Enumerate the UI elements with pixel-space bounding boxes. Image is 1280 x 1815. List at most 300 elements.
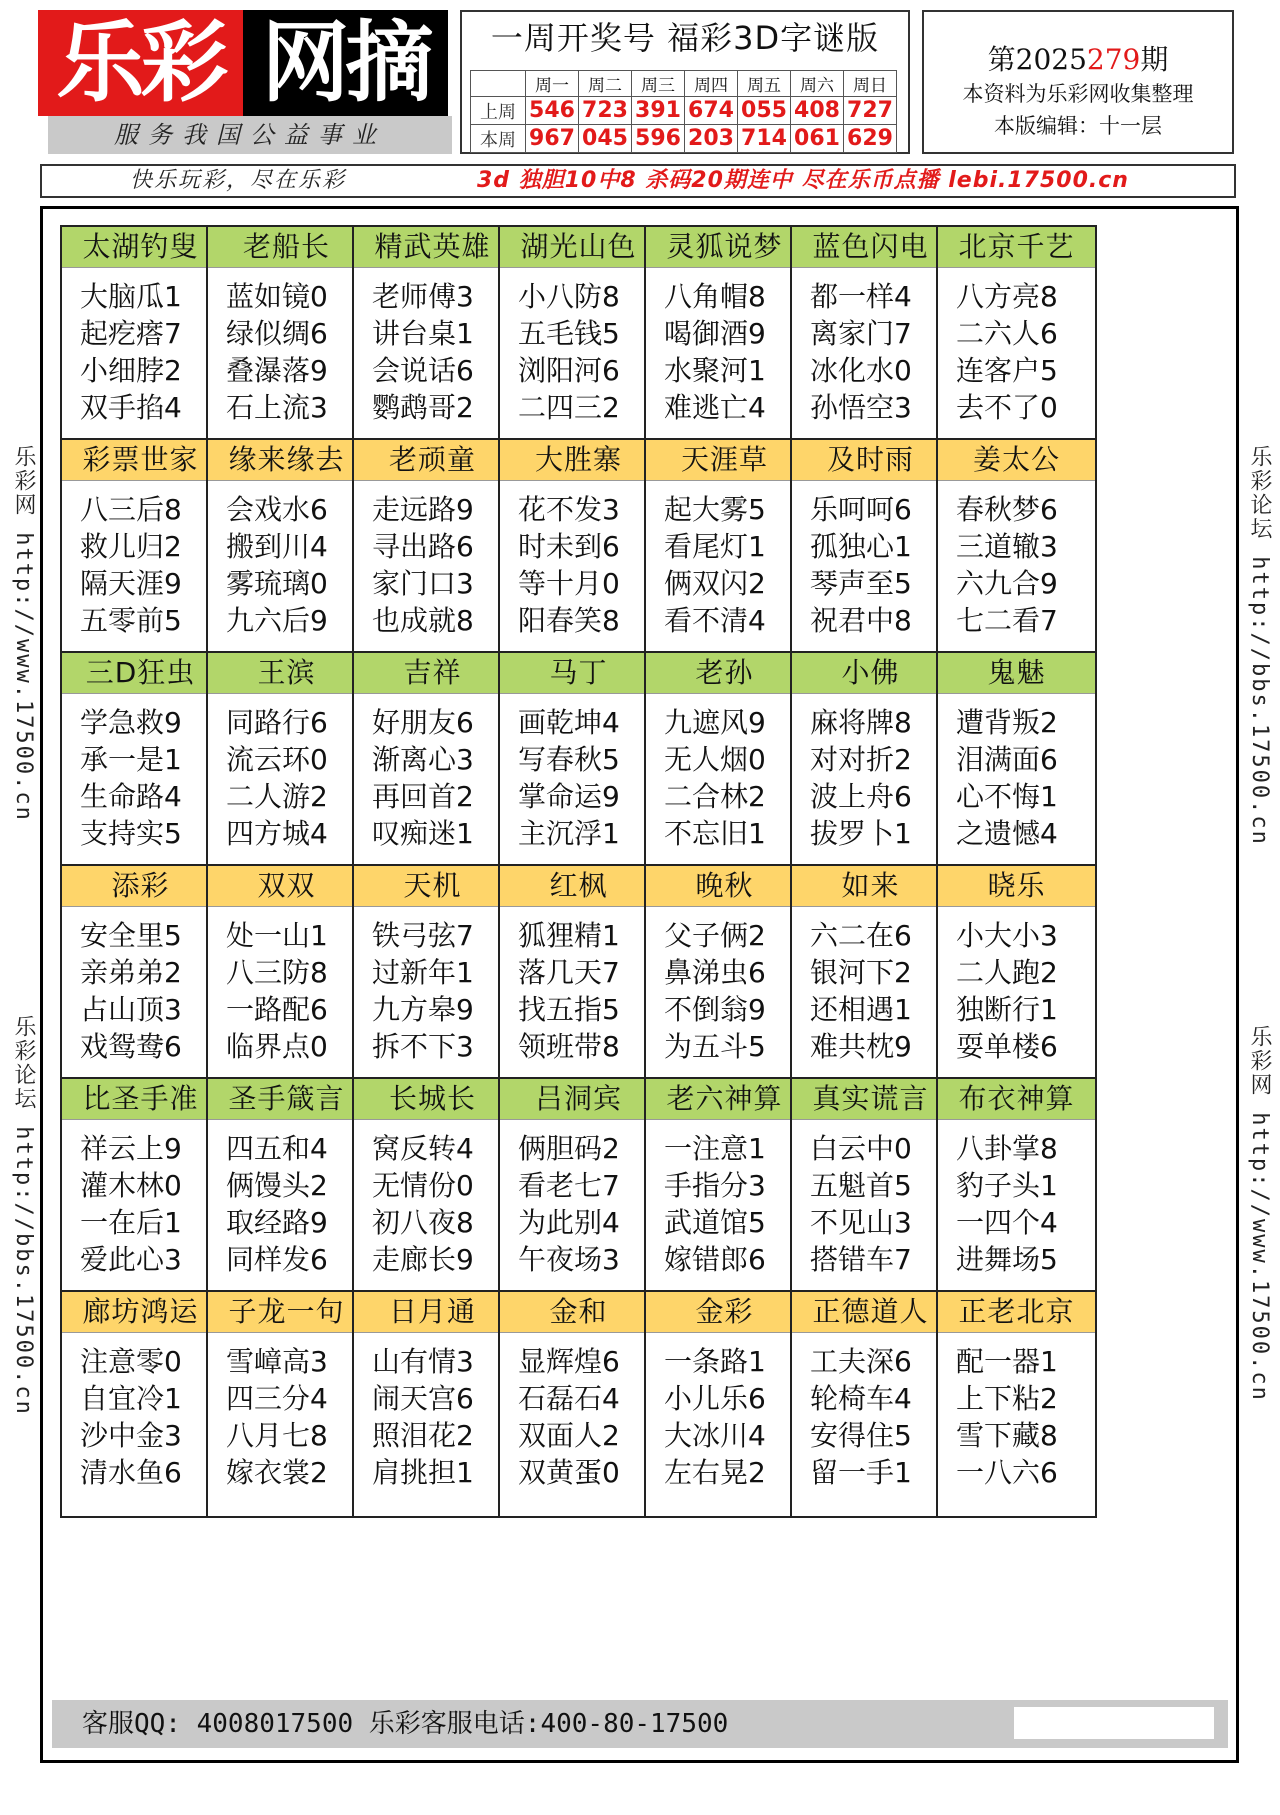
riddle-line: 等十月0 bbox=[518, 567, 620, 600]
riddle-line: 留一手1 bbox=[810, 1456, 912, 1489]
banner bbox=[40, 164, 1236, 198]
riddle-line: 二六人6 bbox=[956, 317, 1058, 350]
riddle-line: 俩馒头2 bbox=[226, 1169, 328, 1202]
riddle-lines bbox=[208, 1333, 365, 1491]
riddle-line: 搬到川4 bbox=[226, 530, 328, 563]
day-header: 周四 bbox=[685, 71, 738, 97]
riddle-line: 春秋梦6 bbox=[956, 493, 1058, 526]
riddle-card-title: 廊坊鸿运 bbox=[62, 1292, 219, 1333]
riddle-line: 领班带8 bbox=[518, 1030, 620, 1063]
riddle-line: 无情份0 bbox=[372, 1169, 474, 1202]
riddle-card bbox=[206, 438, 367, 666]
riddle-card-title: 老顽童 bbox=[354, 440, 511, 481]
riddle-card bbox=[206, 1290, 367, 1518]
riddle-line: 家门口3 bbox=[372, 567, 474, 600]
riddle-lines bbox=[354, 481, 511, 639]
riddle-card-title: 红枫 bbox=[500, 866, 657, 907]
riddle-line: 取经路9 bbox=[226, 1206, 328, 1239]
issue-editor: 本版编辑：十一层 bbox=[994, 114, 1162, 138]
riddle-card bbox=[206, 651, 367, 879]
riddle-line: 四五和4 bbox=[226, 1132, 328, 1165]
riddle-line: 生命路4 bbox=[80, 780, 182, 813]
riddle-line: 窝反转4 bbox=[372, 1132, 474, 1165]
riddle-line: 大脑瓜1 bbox=[80, 280, 182, 313]
riddle-card-title: 姜太公 bbox=[938, 440, 1095, 481]
riddle-line: 三道辙3 bbox=[956, 530, 1058, 563]
riddle-line: 八卦掌8 bbox=[956, 1132, 1058, 1165]
riddle-line: 鼻涕虫6 bbox=[664, 956, 766, 989]
riddle-line: 一条路1 bbox=[664, 1345, 766, 1378]
riddle-line: 孤独心1 bbox=[810, 530, 912, 563]
riddle-line: 俩双闪2 bbox=[664, 567, 766, 600]
riddle-line: 二合林2 bbox=[664, 780, 766, 813]
riddle-line: 拆不下3 bbox=[372, 1030, 474, 1063]
riddle-line: 耍单楼6 bbox=[956, 1030, 1058, 1063]
riddle-lines bbox=[500, 1120, 657, 1278]
riddle-line: 肩挑担1 bbox=[372, 1456, 474, 1489]
riddle-line: 工夫深6 bbox=[810, 1345, 912, 1378]
last-week-number: 391 bbox=[632, 97, 685, 125]
riddle-line: 落几天7 bbox=[518, 956, 620, 989]
riddle-card-title: 金和 bbox=[500, 1292, 657, 1333]
riddle-card bbox=[352, 1077, 513, 1305]
riddle-line: 二人跑2 bbox=[956, 956, 1058, 989]
riddle-card-title: 北京千艺 bbox=[938, 227, 1095, 268]
issue-note: 本资料为乐彩网收集整理 bbox=[962, 82, 1194, 106]
riddle-line: 看老七7 bbox=[518, 1169, 620, 1202]
weekly-draw-box bbox=[460, 10, 910, 154]
riddle-line: 父子俩2 bbox=[664, 919, 766, 952]
riddle-lines bbox=[62, 1333, 219, 1491]
riddle-line: 喝御酒9 bbox=[664, 317, 766, 350]
riddle-line: 初八夜8 bbox=[372, 1206, 474, 1239]
last-week-number: 055 bbox=[738, 97, 791, 125]
riddle-lines bbox=[646, 481, 803, 639]
riddle-card-title: 吉祥 bbox=[354, 653, 511, 694]
riddle-card-title: 正老北京 bbox=[938, 1292, 1095, 1333]
riddle-line: 去不了0 bbox=[956, 391, 1058, 424]
riddle-line: 乐呵呵6 bbox=[810, 493, 912, 526]
riddle-lines bbox=[354, 268, 511, 426]
riddle-card bbox=[60, 438, 221, 666]
riddle-line: 救儿归2 bbox=[80, 530, 182, 563]
day-header: 周六 bbox=[791, 71, 844, 97]
riddle-line: 画乾坤4 bbox=[518, 706, 620, 739]
riddle-lines bbox=[62, 268, 219, 426]
riddle-card-title: 精武英雄 bbox=[354, 227, 511, 268]
riddle-line: 鹦鹉哥2 bbox=[372, 391, 474, 424]
last-week-number: 674 bbox=[685, 97, 738, 125]
riddle-card bbox=[644, 651, 805, 879]
riddle-line: 八三防8 bbox=[226, 956, 328, 989]
riddle-line: 琴声至5 bbox=[810, 567, 912, 600]
riddle-card-title: 晓乐 bbox=[938, 866, 1095, 907]
riddle-line: 五毛钱5 bbox=[518, 317, 620, 350]
riddle-line: 为五斗5 bbox=[664, 1030, 766, 1063]
riddle-line: 五零前5 bbox=[80, 604, 182, 637]
riddle-line: 显辉煌6 bbox=[518, 1345, 620, 1378]
riddle-lines bbox=[62, 1120, 219, 1278]
riddle-lines bbox=[792, 907, 949, 1065]
riddle-line: 难共枕9 bbox=[810, 1030, 912, 1063]
riddle-card-title: 鬼魅 bbox=[938, 653, 1095, 694]
riddle-card bbox=[206, 225, 367, 453]
riddle-card bbox=[644, 438, 805, 666]
riddle-card-title: 金彩 bbox=[646, 1292, 803, 1333]
riddle-card bbox=[498, 1077, 659, 1305]
riddle-line: 沙中金3 bbox=[80, 1419, 182, 1452]
riddle-card-title: 王滨 bbox=[208, 653, 365, 694]
riddle-lines bbox=[354, 1120, 511, 1278]
riddle-line: 还相遇1 bbox=[810, 993, 912, 1026]
riddle-card bbox=[790, 651, 951, 879]
riddle-line: 也成就8 bbox=[372, 604, 474, 637]
riddle-line: 俩胆码2 bbox=[518, 1132, 620, 1165]
riddle-line: 主沉浮1 bbox=[518, 817, 620, 850]
riddle-line: 铁弓弦7 bbox=[372, 919, 474, 952]
riddle-lines bbox=[62, 481, 219, 639]
riddle-line: 银河下2 bbox=[810, 956, 912, 989]
riddle-line: 不忘旧1 bbox=[664, 817, 766, 850]
riddle-line: 手指分3 bbox=[664, 1169, 766, 1202]
side-text-left-top: 乐彩网 http://www.17500.cn bbox=[11, 445, 36, 822]
riddle-lines bbox=[646, 694, 803, 852]
banner-promo[interactable]: 3d 独胆10中8 杀码20期连中 尽在乐币点播 lebi.17500.cn bbox=[477, 168, 1129, 193]
riddle-line: 处一山1 bbox=[226, 919, 328, 952]
riddle-line: 讲台桌1 bbox=[372, 317, 474, 350]
riddle-card-title: 长城长 bbox=[354, 1079, 511, 1120]
riddle-lines bbox=[500, 694, 657, 852]
riddle-line: 安全里5 bbox=[80, 919, 182, 952]
riddle-line: 石磊石4 bbox=[518, 1382, 620, 1415]
riddle-line: 过新年1 bbox=[372, 956, 474, 989]
riddle-lines bbox=[646, 1120, 803, 1278]
riddle-lines bbox=[354, 1333, 511, 1491]
riddle-line: 看尾灯1 bbox=[664, 530, 766, 563]
riddle-line: 九方皋9 bbox=[372, 993, 474, 1026]
riddle-card-title: 比圣手准 bbox=[62, 1079, 219, 1120]
footer bbox=[52, 1700, 1228, 1748]
riddle-card-title: 天机 bbox=[354, 866, 511, 907]
riddle-line: 雪下藏8 bbox=[956, 1419, 1058, 1452]
riddle-card-title: 如来 bbox=[792, 866, 949, 907]
riddle-line: 闹天宫6 bbox=[372, 1382, 474, 1415]
riddle-card bbox=[60, 1290, 221, 1518]
riddle-line: 双面人2 bbox=[518, 1419, 620, 1452]
riddle-lines bbox=[500, 1333, 657, 1491]
riddle-card bbox=[644, 225, 805, 453]
riddle-card bbox=[60, 864, 221, 1092]
riddle-lines bbox=[792, 1120, 949, 1278]
riddle-line: 同路行6 bbox=[226, 706, 328, 739]
riddle-card bbox=[790, 864, 951, 1092]
riddle-card bbox=[790, 225, 951, 453]
riddle-line: 临界点0 bbox=[226, 1030, 328, 1063]
riddle-lines bbox=[208, 268, 365, 426]
riddle-lines bbox=[792, 481, 949, 639]
riddle-card bbox=[352, 225, 513, 453]
riddle-card-title: 湖光山色 bbox=[500, 227, 657, 268]
riddle-line: 泪满面6 bbox=[956, 743, 1058, 776]
slogan: 服务我国公益事业 bbox=[48, 116, 452, 154]
side-text-right-top: 乐彩论坛 http://bbs.17500.cn bbox=[1247, 445, 1272, 846]
this-week-number: 967 bbox=[526, 125, 579, 153]
riddle-line: 自宜冷1 bbox=[80, 1382, 182, 1415]
riddle-lines bbox=[938, 1120, 1095, 1278]
riddle-line: 轮椅车4 bbox=[810, 1382, 912, 1415]
riddle-lines bbox=[792, 268, 949, 426]
riddle-line: 无人烟0 bbox=[664, 743, 766, 776]
riddle-lines bbox=[354, 907, 511, 1065]
weekly-draw-title: 一周开奖号 福彩3D字谜版 bbox=[490, 19, 880, 57]
riddle-line: 爱此心3 bbox=[80, 1243, 182, 1276]
riddle-line: 照泪花2 bbox=[372, 1419, 474, 1452]
this-week-number: 061 bbox=[791, 125, 844, 153]
this-week-number: 596 bbox=[632, 125, 685, 153]
riddle-line: 水聚河1 bbox=[664, 354, 766, 387]
day-header: 周五 bbox=[738, 71, 791, 97]
riddle-line: 小细脖2 bbox=[80, 354, 182, 387]
riddle-card-title: 缘来缘去 bbox=[208, 440, 365, 481]
riddle-card bbox=[790, 1290, 951, 1518]
riddle-line: 亲弟弟2 bbox=[80, 956, 182, 989]
this-week-label: 本周 bbox=[471, 125, 526, 153]
riddle-line: 八角帽8 bbox=[664, 280, 766, 313]
riddle-line: 配一器1 bbox=[956, 1345, 1058, 1378]
riddle-line: 一注意1 bbox=[664, 1132, 766, 1165]
riddle-line: 支持实5 bbox=[80, 817, 182, 850]
riddle-line: 阳春笑8 bbox=[518, 604, 620, 637]
riddle-line: 寻出路6 bbox=[372, 530, 474, 563]
riddle-line: 渐离心3 bbox=[372, 743, 474, 776]
riddle-line: 掌命运9 bbox=[518, 780, 620, 813]
riddle-card bbox=[644, 1077, 805, 1305]
riddle-lines bbox=[938, 694, 1095, 852]
riddle-card bbox=[936, 438, 1097, 666]
riddle-line: 浏阳河6 bbox=[518, 354, 620, 387]
riddle-lines bbox=[646, 907, 803, 1065]
riddle-line: 清水鱼6 bbox=[80, 1456, 182, 1489]
logo bbox=[38, 10, 452, 116]
riddle-lines bbox=[938, 907, 1095, 1065]
riddle-card-title: 蓝色闪电 bbox=[792, 227, 949, 268]
riddle-line: 写春秋5 bbox=[518, 743, 620, 776]
riddle-line: 冰化水0 bbox=[810, 354, 912, 387]
riddle-card bbox=[498, 1290, 659, 1518]
riddle-line: 隔天涯9 bbox=[80, 567, 182, 600]
side-text-left-bottom: 乐彩论坛 http://bbs.17500.cn bbox=[11, 1015, 36, 1416]
riddle-line: 会说话6 bbox=[372, 354, 474, 387]
riddle-line: 绿似绸6 bbox=[226, 317, 328, 350]
riddle-lines bbox=[646, 1333, 803, 1491]
riddle-card-title: 太湖钓叟 bbox=[62, 227, 219, 268]
riddle-line: 为此别4 bbox=[518, 1206, 620, 1239]
riddle-card bbox=[936, 1077, 1097, 1305]
riddle-line: 雪嶂高3 bbox=[226, 1345, 328, 1378]
riddle-line: 老师傅3 bbox=[372, 280, 474, 313]
riddle-card bbox=[60, 651, 221, 879]
riddle-line: 遭背叛2 bbox=[956, 706, 1058, 739]
riddle-line: 蓝如镜0 bbox=[226, 280, 328, 313]
riddle-card-title: 添彩 bbox=[62, 866, 219, 907]
riddle-line: 不倒翁9 bbox=[664, 993, 766, 1026]
riddle-card-title: 老船长 bbox=[208, 227, 365, 268]
riddle-card-title: 子龙一句 bbox=[208, 1292, 365, 1333]
issue-box bbox=[922, 10, 1234, 154]
riddle-line: 对对折2 bbox=[810, 743, 912, 776]
riddle-line: 承一是1 bbox=[80, 743, 182, 776]
riddle-card-title: 真实谎言 bbox=[792, 1079, 949, 1120]
riddle-line: 离家门7 bbox=[810, 317, 912, 350]
riddle-card-title: 小佛 bbox=[792, 653, 949, 694]
riddle-card-title: 正德道人 bbox=[792, 1292, 949, 1333]
last-week-number: 727 bbox=[844, 97, 897, 125]
riddle-line: 武道馆5 bbox=[664, 1206, 766, 1239]
riddle-line: 花不发3 bbox=[518, 493, 620, 526]
riddle-line: 拔罗卜1 bbox=[810, 817, 912, 850]
riddle-line: 看不清4 bbox=[664, 604, 766, 637]
riddle-card-title: 及时雨 bbox=[792, 440, 949, 481]
riddle-line: 山有情3 bbox=[372, 1345, 474, 1378]
riddle-card-title: 天涯草 bbox=[646, 440, 803, 481]
riddle-line: 流云环0 bbox=[226, 743, 328, 776]
riddle-line: 八月七8 bbox=[226, 1419, 328, 1452]
riddle-line: 上下粘2 bbox=[956, 1382, 1058, 1415]
riddle-line: 走廊长9 bbox=[372, 1243, 474, 1276]
footer-contact: 客服QQ: 4008017500 乐彩客服电话:400-80-17500 bbox=[82, 1709, 729, 1739]
riddle-card bbox=[352, 438, 513, 666]
riddle-card bbox=[498, 438, 659, 666]
riddle-lines bbox=[208, 1120, 365, 1278]
last-week-number: 723 bbox=[579, 97, 632, 125]
riddle-card bbox=[498, 225, 659, 453]
riddle-line: 起大雾5 bbox=[664, 493, 766, 526]
day-header: 周三 bbox=[632, 71, 685, 97]
riddle-line: 雾琉璃0 bbox=[226, 567, 328, 600]
riddle-lines bbox=[62, 907, 219, 1065]
riddle-line: 走远路9 bbox=[372, 493, 474, 526]
riddle-line: 找五指5 bbox=[518, 993, 620, 1026]
riddle-card-title: 晚秋 bbox=[646, 866, 803, 907]
riddle-card bbox=[936, 864, 1097, 1092]
day-header: 周日 bbox=[844, 71, 897, 97]
riddle-line: 大冰川4 bbox=[664, 1419, 766, 1452]
riddle-lines bbox=[646, 268, 803, 426]
riddle-line: 会戏水6 bbox=[226, 493, 328, 526]
riddle-line: 九六后9 bbox=[226, 604, 328, 637]
last-week-label: 上周 bbox=[471, 97, 526, 125]
riddle-lines bbox=[208, 694, 365, 852]
this-week-number: 203 bbox=[685, 125, 738, 153]
riddle-line: 双黄蛋0 bbox=[518, 1456, 620, 1489]
riddle-lines bbox=[62, 694, 219, 852]
riddle-card bbox=[936, 651, 1097, 879]
riddle-line: 五魁首5 bbox=[810, 1169, 912, 1202]
riddle-lines bbox=[938, 268, 1095, 426]
weekly-draw-table bbox=[470, 70, 897, 153]
riddle-card bbox=[206, 864, 367, 1092]
riddle-line: 安得住5 bbox=[810, 1419, 912, 1452]
logo-black-part: 网摘 bbox=[243, 10, 448, 116]
last-week-number: 408 bbox=[791, 97, 844, 125]
riddle-line: 一路配6 bbox=[226, 993, 328, 1026]
last-week-number: 546 bbox=[526, 97, 579, 125]
riddle-card-title: 双双 bbox=[208, 866, 365, 907]
riddle-line: 一八六6 bbox=[956, 1456, 1058, 1489]
riddle-line: 波上舟6 bbox=[810, 780, 912, 813]
riddle-line: 嫁衣裳2 bbox=[226, 1456, 328, 1489]
riddle-line: 狐狸精1 bbox=[518, 919, 620, 952]
banner-slogan: 快乐玩彩，尽在乐彩 bbox=[130, 168, 347, 193]
riddle-lines bbox=[208, 907, 365, 1065]
riddle-line: 祥云上9 bbox=[80, 1132, 182, 1165]
riddle-line: 嫁错郎6 bbox=[664, 1243, 766, 1276]
riddle-line: 七二看7 bbox=[956, 604, 1058, 637]
riddle-line: 四三分4 bbox=[226, 1382, 328, 1415]
riddle-card-title: 布衣神算 bbox=[938, 1079, 1095, 1120]
issue-suffix: 期 bbox=[1140, 43, 1169, 76]
riddle-lines bbox=[354, 694, 511, 852]
riddle-line: 孙悟空3 bbox=[810, 391, 912, 424]
riddle-line: 石上流3 bbox=[226, 391, 328, 424]
riddle-card-title: 吕洞宾 bbox=[500, 1079, 657, 1120]
riddle-card-title: 马丁 bbox=[500, 653, 657, 694]
riddle-lines bbox=[792, 1333, 949, 1491]
riddle-line: 六九合9 bbox=[956, 567, 1058, 600]
riddle-line: 一在后1 bbox=[80, 1206, 182, 1239]
riddle-lines bbox=[792, 694, 949, 852]
issue-line bbox=[924, 38, 1232, 78]
riddle-line: 一四个4 bbox=[956, 1206, 1058, 1239]
riddle-card bbox=[352, 1290, 513, 1518]
riddle-card bbox=[352, 651, 513, 879]
riddle-card bbox=[60, 1077, 221, 1305]
riddle-line: 起疙瘩7 bbox=[80, 317, 182, 350]
corner-cell bbox=[471, 71, 526, 97]
riddle-card-title: 圣手箴言 bbox=[208, 1079, 365, 1120]
riddle-line: 二四三2 bbox=[518, 391, 620, 424]
riddle-line: 学急救9 bbox=[80, 706, 182, 739]
riddle-line: 八方亮8 bbox=[956, 280, 1058, 313]
riddle-lines bbox=[500, 268, 657, 426]
riddle-line: 进舞场5 bbox=[956, 1243, 1058, 1276]
riddle-card bbox=[790, 438, 951, 666]
riddle-card bbox=[644, 864, 805, 1092]
riddle-line: 灌木林0 bbox=[80, 1169, 182, 1202]
riddle-line: 六二在6 bbox=[810, 919, 912, 952]
riddle-card-title: 大胜寨 bbox=[500, 440, 657, 481]
riddle-line: 时未到6 bbox=[518, 530, 620, 563]
riddle-line: 不见山3 bbox=[810, 1206, 912, 1239]
riddle-line: 白云中0 bbox=[810, 1132, 912, 1165]
riddle-lines bbox=[500, 907, 657, 1065]
day-header: 周一 bbox=[526, 71, 579, 97]
side-text-right-bottom: 乐彩网 http://www.17500.cn bbox=[1247, 1025, 1272, 1402]
riddle-card-title: 彩票世家 bbox=[62, 440, 219, 481]
riddle-line: 戏鸳鸯6 bbox=[80, 1030, 182, 1063]
main-frame bbox=[40, 206, 1239, 1763]
riddle-line: 同样发6 bbox=[226, 1243, 328, 1276]
riddle-line: 叹痴迷1 bbox=[372, 817, 474, 850]
riddle-line: 祝君中8 bbox=[810, 604, 912, 637]
riddle-card bbox=[498, 651, 659, 879]
riddle-line: 连客户5 bbox=[956, 354, 1058, 387]
riddle-card bbox=[936, 1290, 1097, 1518]
riddle-line: 叠瀑落9 bbox=[226, 354, 328, 387]
riddle-lines bbox=[500, 481, 657, 639]
riddle-line: 搭错车7 bbox=[810, 1243, 912, 1276]
footer-blank-box bbox=[1014, 1707, 1214, 1739]
